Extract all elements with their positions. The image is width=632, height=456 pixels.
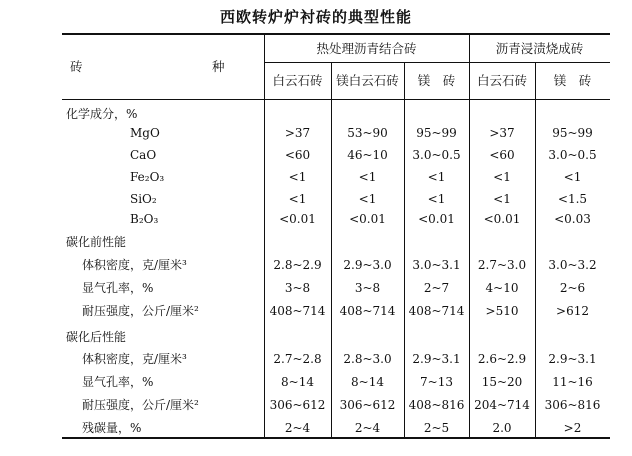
table-cell: 11~16 (552, 375, 593, 389)
bottom-rule (62, 437, 610, 439)
table-cell: 2~4 (354, 421, 381, 435)
table-cell: 53~90 (347, 126, 388, 140)
table-cell: <1 (358, 170, 377, 184)
table-cell: <1 (358, 192, 377, 206)
table-cell: 3.0~0.5 (412, 148, 461, 162)
section-label: 化学成分，% (66, 107, 138, 121)
table-cell: >2 (563, 421, 582, 435)
table-cell: <0.03 (554, 212, 591, 226)
table-cell: 4~10 (485, 281, 519, 295)
table-cell: 2~4 (284, 421, 311, 435)
brick-type-header-2: 种 (212, 59, 225, 74)
table-cell: >37 (489, 126, 515, 140)
table-cell: <1 (288, 192, 307, 206)
row-label: 体积密度，克/厘米³ (82, 352, 187, 366)
section-label: 碳化前性能 (66, 235, 127, 249)
table-cell: 8~14 (281, 375, 314, 389)
subheader: 镁 砖 (553, 73, 592, 88)
table-cell: 95~99 (552, 126, 593, 140)
table-cell: 2~7 (423, 281, 450, 295)
table-cell: 408~714 (408, 304, 465, 318)
table-cell: 8~14 (351, 375, 384, 389)
table-cell: <60 (489, 148, 515, 162)
table-cell: <1 (427, 192, 446, 206)
brick-type-header: 砖 (70, 59, 83, 74)
subheader: 镁 砖 (417, 73, 456, 88)
row-label: 显气孔率，% (82, 375, 154, 389)
row-label: SiO₂ (130, 192, 157, 206)
subheader: 白云石砖 (272, 73, 323, 88)
table-cell: 2.9~3.0 (343, 258, 392, 272)
table-cell: 2.9~3.1 (412, 352, 461, 366)
group-header-impregnated: 沥青浸渍烧成砖 (495, 41, 584, 56)
row-label: 耐压强度，公斤/厘米² (82, 398, 199, 412)
row-label: CaO (130, 148, 157, 162)
table-cell: 2.7~2.8 (273, 352, 322, 366)
table-cell: <0.01 (483, 212, 521, 226)
table-cell: 95~99 (416, 126, 457, 140)
group-header-rule (264, 62, 610, 63)
table-cell: <0.01 (418, 212, 455, 226)
table-cell: 3~8 (284, 281, 311, 295)
table-cell: 2.7~3.0 (477, 258, 527, 272)
table-cell: 2~5 (423, 421, 450, 435)
table-cell: <1 (493, 192, 511, 206)
table-cell: 306~816 (544, 398, 601, 412)
table-cell: 3~8 (354, 281, 381, 295)
top-rule (62, 33, 610, 35)
table-cell: <0.01 (349, 212, 386, 226)
table-cell: 204~714 (474, 398, 530, 412)
table-cell: 2.6~2.9 (477, 352, 527, 366)
header-bottom-rule (62, 99, 610, 100)
table-cell: >510 (485, 304, 519, 318)
subheader: 白云石砖 (476, 73, 527, 88)
table-cell: <1.5 (557, 192, 588, 206)
row-label: B₂O₃ (130, 212, 159, 226)
row-label: 显气孔率，% (82, 281, 154, 295)
row-label: 体积密度，克/厘米³ (82, 258, 187, 272)
table-cell: <0.01 (279, 212, 316, 226)
row-label: Fe₂O₃ (130, 170, 165, 184)
row-label: MgO (130, 126, 160, 140)
table-cell: 2.8~2.9 (273, 258, 322, 272)
table-cell: 306~612 (339, 398, 396, 412)
table-cell: 15~20 (481, 375, 523, 389)
table-cell: >612 (556, 304, 589, 318)
group-header-heat-treated: 热处理沥青结合砖 (316, 41, 417, 56)
table-cell: 408~714 (339, 304, 396, 318)
table-cell: 46~10 (347, 148, 388, 162)
table-cell: <1 (427, 170, 446, 184)
table-cell: 3.0~3.2 (548, 258, 597, 272)
table-cell: <60 (284, 148, 311, 162)
table-cell: 408~816 (408, 398, 465, 412)
table-cell: >37 (284, 126, 311, 140)
table-cell: <1 (563, 170, 582, 184)
table-cell: 2.8~3.0 (343, 352, 392, 366)
table-cell: 2~6 (559, 281, 586, 295)
table-cell: <1 (493, 170, 511, 184)
table-cell: 3.0~0.5 (548, 148, 597, 162)
table-cell: 2.0 (492, 421, 512, 435)
table-cell: 7~13 (420, 375, 453, 389)
table-cell: <1 (288, 170, 307, 184)
table-cell: 306~612 (269, 398, 326, 412)
table-cell: 2.9~3.1 (548, 352, 597, 366)
subheader: 镁白云石砖 (336, 73, 399, 88)
row-label: 残碳量，% (82, 421, 142, 435)
section-label: 碳化后性能 (66, 330, 127, 344)
table-cell: 3.0~3.1 (412, 258, 461, 272)
table-cell: 408~714 (269, 304, 326, 318)
row-label: 耐压强度，公斤/厘米² (82, 304, 199, 318)
table-title: 西欧转炉炉衬砖的典型性能 (219, 8, 412, 26)
